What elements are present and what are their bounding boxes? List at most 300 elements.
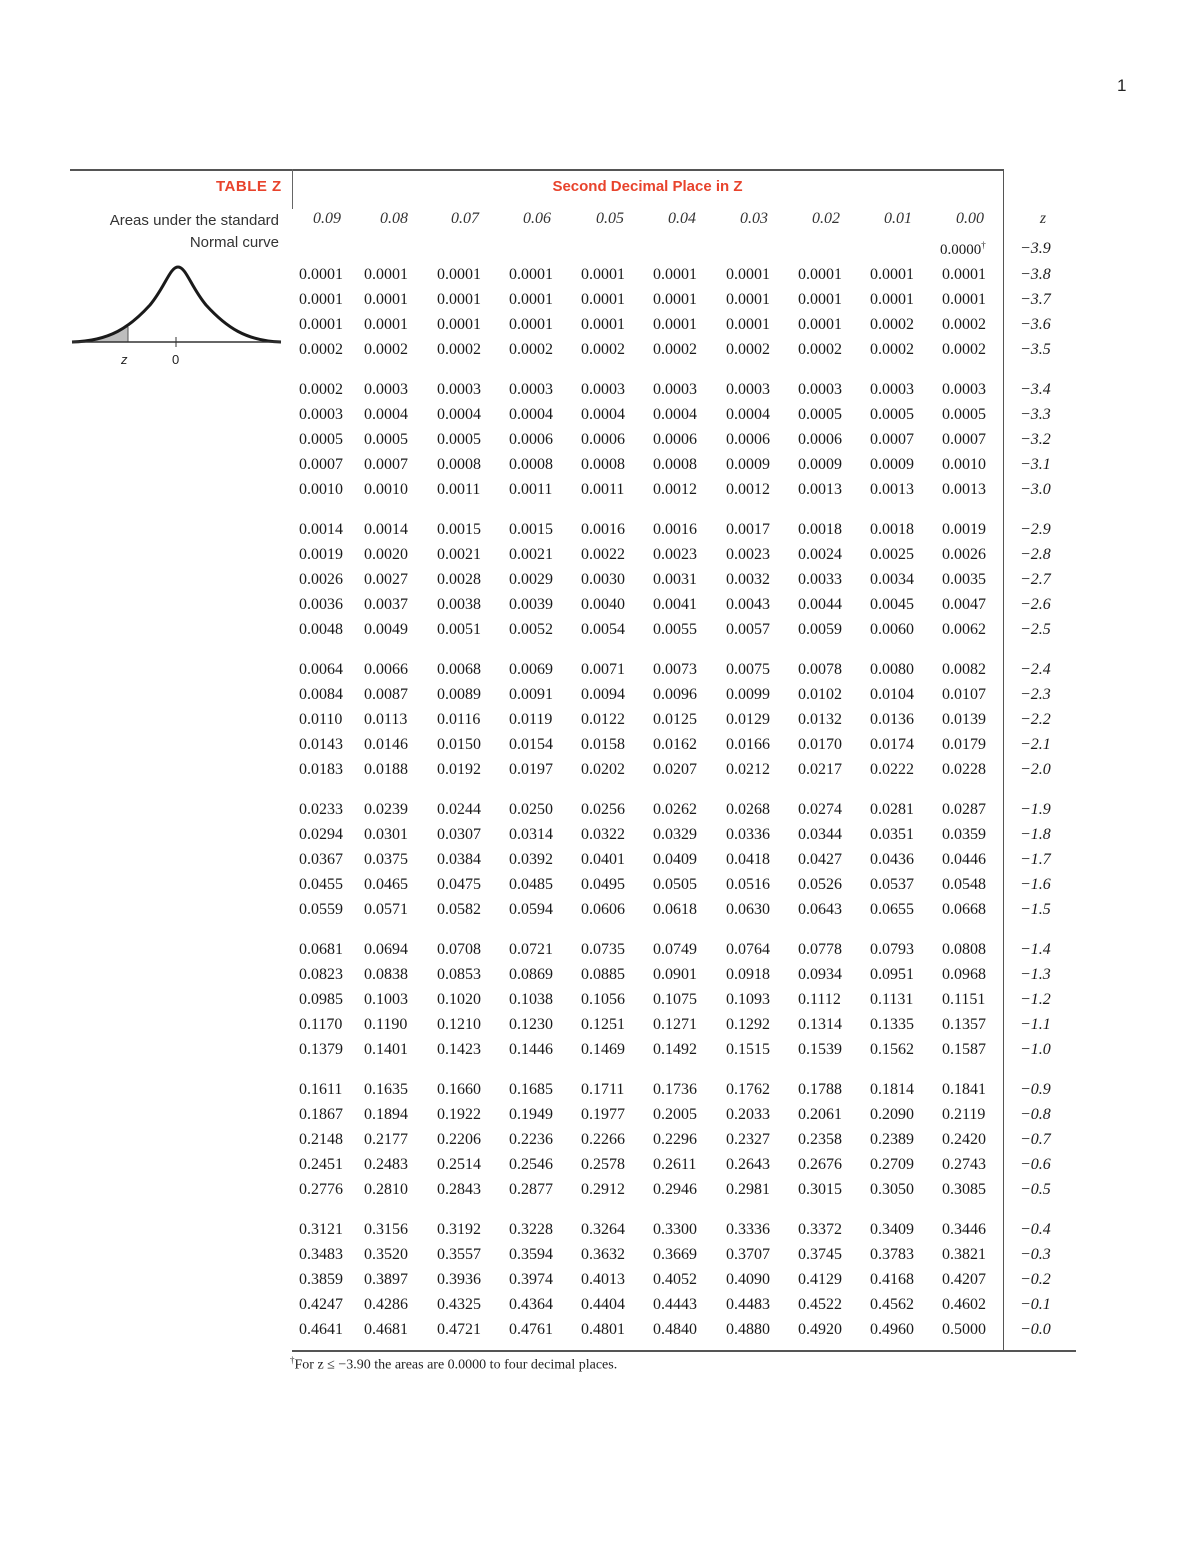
table-cell: 0.0005 xyxy=(870,406,914,423)
table-cell: 0.0002 xyxy=(942,341,986,358)
table-cell: 0.0014 xyxy=(364,521,408,538)
table-cell: 0.2451 xyxy=(299,1156,343,1173)
table-cell: 0.2483 xyxy=(364,1156,408,1173)
table-cell: 0.3015 xyxy=(798,1181,842,1198)
table-cell: 0.3050 xyxy=(870,1181,914,1198)
table-cell: 0.0029 xyxy=(509,571,553,588)
table-cell: 0.3632 xyxy=(581,1246,625,1263)
table-cell: 0.0001 xyxy=(798,316,842,333)
table-cell: 0.2676 xyxy=(798,1156,842,1173)
table-cell: 0.0446 xyxy=(942,851,986,868)
table-cell: 0.0571 xyxy=(364,901,408,918)
table-cell: 0.0003 xyxy=(299,406,343,423)
table-cell: 0.0006 xyxy=(653,431,697,448)
table-cell: 0.0001 xyxy=(726,266,770,283)
table-cell: 0.0001 xyxy=(653,291,697,308)
table-cell: 0.2514 xyxy=(437,1156,481,1173)
table-cell: 0.2743 xyxy=(942,1156,986,1173)
z-value-cell: −1.2 xyxy=(1020,991,1051,1008)
table-cell: 0.0183 xyxy=(299,761,343,778)
table-cell: 0.0136 xyxy=(870,711,914,728)
table-cell: 0.0158 xyxy=(581,736,625,753)
table-cell: 0.0228 xyxy=(942,761,986,778)
table-cell: 0.0694 xyxy=(364,941,408,958)
table-cell: 0.0033 xyxy=(798,571,842,588)
table-cell xyxy=(940,240,986,259)
table-cell: 0.2236 xyxy=(509,1131,553,1148)
z-value-cell: −3.8 xyxy=(1020,266,1051,283)
table-cell: 0.0110 xyxy=(299,711,343,728)
table-cell: 0.0119 xyxy=(509,711,553,728)
table-cell: 0.0968 xyxy=(942,966,986,983)
table-cell: 0.3594 xyxy=(509,1246,553,1263)
table-cell: 0.2148 xyxy=(299,1131,343,1148)
table-cell: 0.1151 xyxy=(942,991,986,1008)
table-cell: 0.0009 xyxy=(726,456,770,473)
table-cell: 0.4168 xyxy=(870,1271,914,1288)
table-cell: 0.4052 xyxy=(653,1271,697,1288)
table-cell: 0.0139 xyxy=(942,711,986,728)
table-cell: 0.3228 xyxy=(509,1221,553,1238)
table-cell: 0.0001 xyxy=(509,316,553,333)
z-value-cell: −1.3 xyxy=(1020,966,1051,983)
table-cell: 0.0559 xyxy=(299,901,343,918)
table-cell: 0.0006 xyxy=(581,431,625,448)
table-cell: 0.0068 xyxy=(437,661,481,678)
table-cell: 0.0344 xyxy=(798,826,842,843)
table-cell: 0.1020 xyxy=(437,991,481,1008)
table-cell: 0.0001 xyxy=(581,316,625,333)
table-cell: 0.0035 xyxy=(942,571,986,588)
table-cell: 0.0012 xyxy=(653,481,697,498)
table-cell: 0.0001 xyxy=(942,291,986,308)
table-cell: 0.4681 xyxy=(364,1321,408,1338)
table-cell: 0.1056 xyxy=(581,991,625,1008)
table-cell: 0.3821 xyxy=(942,1246,986,1263)
table-cell: 0.0526 xyxy=(798,876,842,893)
z-value-cell: −2.7 xyxy=(1020,571,1051,588)
table-cell: 0.0005 xyxy=(942,406,986,423)
table-cell: 0.2420 xyxy=(942,1131,986,1148)
column-header: 0.03 xyxy=(740,210,768,227)
z-value-cell: −0.5 xyxy=(1020,1181,1051,1198)
table-cell: 0.2643 xyxy=(726,1156,770,1173)
table-cell: 0.0681 xyxy=(299,941,343,958)
table-cell: 0.4880 xyxy=(726,1321,770,1338)
table-cell: 0.0001 xyxy=(509,291,553,308)
table-cell: 0.1190 xyxy=(364,1016,408,1033)
table-cell: 0.4286 xyxy=(364,1296,408,1313)
table-cell: 0.0256 xyxy=(581,801,625,818)
table-cell: 0.1093 xyxy=(726,991,770,1008)
table-cell: 0.0008 xyxy=(653,456,697,473)
table-cell: 0.0721 xyxy=(509,941,553,958)
table-cell: 0.0618 xyxy=(653,901,697,918)
table-cell: 0.0071 xyxy=(581,661,625,678)
table-cell: 0.1977 xyxy=(581,1106,625,1123)
z-value-cell: −1.5 xyxy=(1020,901,1051,918)
table-cell: 0.3745 xyxy=(798,1246,842,1263)
table-cell: 0.0838 xyxy=(364,966,408,983)
table-cell: 0.4562 xyxy=(870,1296,914,1313)
table-cell: 0.0005 xyxy=(364,431,408,448)
table-cell: 0.0002 xyxy=(870,341,914,358)
table-cell: 0.3156 xyxy=(364,1221,408,1238)
table-cell: 0.2578 xyxy=(581,1156,625,1173)
table-cell: 0.1515 xyxy=(726,1041,770,1058)
table-cell: 0.0294 xyxy=(299,826,343,843)
table-cell: 0.0013 xyxy=(942,481,986,498)
table-cell: 0.0166 xyxy=(726,736,770,753)
cell-value: 0.0000 xyxy=(940,242,982,258)
table-cell: 0.1611 xyxy=(299,1081,343,1098)
table-cell: 0.0002 xyxy=(942,316,986,333)
table-cell: 0.0262 xyxy=(653,801,697,818)
table-cell: 0.0001 xyxy=(870,291,914,308)
table-cell: 0.1469 xyxy=(581,1041,625,1058)
table-cell: 0.0351 xyxy=(870,826,914,843)
table-cell: 0.0367 xyxy=(299,851,343,868)
table-cell: 0.2327 xyxy=(726,1131,770,1148)
table-cell: 0.0001 xyxy=(726,316,770,333)
normal-curve xyxy=(72,267,281,342)
table-cell: 0.0002 xyxy=(437,341,481,358)
table-cell: 0.0015 xyxy=(509,521,553,538)
table-cell: 0.0001 xyxy=(299,266,343,283)
table-cell: 0.1894 xyxy=(364,1106,408,1123)
table-cell: 0.0268 xyxy=(726,801,770,818)
table-cell: 0.0008 xyxy=(509,456,553,473)
table-cell: 0.0129 xyxy=(726,711,770,728)
z-value-cell: −0.4 xyxy=(1020,1221,1051,1238)
table-cell: 0.0384 xyxy=(437,851,481,868)
table-cell: 0.1446 xyxy=(509,1041,553,1058)
table-cell: 0.0274 xyxy=(798,801,842,818)
table-cell: 0.1335 xyxy=(870,1016,914,1033)
table-cell: 0.0087 xyxy=(364,686,408,703)
table-cell: 0.1401 xyxy=(364,1041,408,1058)
table-cell: 0.0495 xyxy=(581,876,625,893)
table-cell: 0.0005 xyxy=(437,431,481,448)
table-cell: 0.0934 xyxy=(798,966,842,983)
z-value-cell: −2.1 xyxy=(1020,736,1051,753)
table-top-rule xyxy=(70,169,1004,171)
table-cell: 0.0011 xyxy=(437,481,481,498)
table-cell: 0.0047 xyxy=(942,596,986,613)
table-cell: 0.5000 xyxy=(942,1321,986,1338)
caption-line-2: Normal curve xyxy=(189,234,279,251)
table-cell: 0.0082 xyxy=(942,661,986,678)
z-value-cell: −0.9 xyxy=(1020,1081,1051,1098)
table-label: TABLE Z xyxy=(216,178,282,195)
table-cell: 0.0002 xyxy=(299,341,343,358)
table-cell: 0.1762 xyxy=(726,1081,770,1098)
table-cell: 0.1949 xyxy=(509,1106,553,1123)
table-cell: 0.0188 xyxy=(364,761,408,778)
table-cell: 0.0001 xyxy=(726,291,770,308)
table-cell: 0.0004 xyxy=(581,406,625,423)
table-cell: 0.0001 xyxy=(798,291,842,308)
column-header: 0.08 xyxy=(380,210,408,227)
table-cell: 0.0002 xyxy=(653,341,697,358)
table-cell: 0.0853 xyxy=(437,966,481,983)
z-value-cell: −2.5 xyxy=(1020,621,1051,638)
table-cell: 0.0003 xyxy=(437,381,481,398)
table-cell: 0.0008 xyxy=(581,456,625,473)
table-cell: 0.0281 xyxy=(870,801,914,818)
table-cell: 0.2946 xyxy=(653,1181,697,1198)
table-cell: 0.0073 xyxy=(653,661,697,678)
table-cell: 0.0885 xyxy=(581,966,625,983)
table-cell: 0.0049 xyxy=(364,621,408,638)
z-value-cell: −3.1 xyxy=(1020,456,1051,473)
table-cell: 0.0202 xyxy=(581,761,625,778)
table-cell: 0.0113 xyxy=(364,711,408,728)
table-cell: 0.0222 xyxy=(870,761,914,778)
table-cell: 0.0002 xyxy=(798,341,842,358)
table-cell: 0.0084 xyxy=(299,686,343,703)
table-cell: 0.1841 xyxy=(942,1081,986,1098)
table-cell: 0.0019 xyxy=(299,546,343,563)
table-cell: 0.0020 xyxy=(364,546,408,563)
z-value-cell: −2.4 xyxy=(1020,661,1051,678)
table-cell: 0.0052 xyxy=(509,621,553,638)
table-cell: 0.3974 xyxy=(509,1271,553,1288)
table-cell: 0.1685 xyxy=(509,1081,553,1098)
table-cell: 0.0016 xyxy=(653,521,697,538)
table-cell: 0.3409 xyxy=(870,1221,914,1238)
table-cell: 0.0023 xyxy=(726,546,770,563)
table-cell: 0.0606 xyxy=(581,901,625,918)
table-cell: 0.0057 xyxy=(726,621,770,638)
table-cell: 0.4443 xyxy=(653,1296,697,1313)
footnote-marker: † xyxy=(290,1355,295,1365)
table-cell: 0.0003 xyxy=(726,381,770,398)
table-cell: 0.0162 xyxy=(653,736,697,753)
table-bottom-rule xyxy=(292,1350,1076,1352)
table-cell: 0.1230 xyxy=(509,1016,553,1033)
table-cell: 0.3372 xyxy=(798,1221,842,1238)
z-value-cell: −0.3 xyxy=(1020,1246,1051,1263)
table-cell: 0.2177 xyxy=(364,1131,408,1148)
table-cell: 0.1112 xyxy=(798,991,841,1008)
table-cell: 0.0003 xyxy=(581,381,625,398)
table-cell: 0.0002 xyxy=(509,341,553,358)
table-cell: 0.3446 xyxy=(942,1221,986,1238)
table-cell: 0.0075 xyxy=(726,661,770,678)
table-cell: 0.0045 xyxy=(870,596,914,613)
table-cell: 0.0039 xyxy=(509,596,553,613)
table-cell: 0.4129 xyxy=(798,1271,842,1288)
table-cell: 0.0099 xyxy=(726,686,770,703)
table-cell: 0.0040 xyxy=(581,596,625,613)
table-cell: 0.3859 xyxy=(299,1271,343,1288)
table-cell: 0.0062 xyxy=(942,621,986,638)
table-cell: 0.4721 xyxy=(437,1321,481,1338)
table-cell: 0.3897 xyxy=(364,1271,408,1288)
table-cell: 0.0594 xyxy=(509,901,553,918)
table-cell: 0.0375 xyxy=(364,851,408,868)
table-cell: 0.0985 xyxy=(299,991,343,1008)
table-cell: 0.0143 xyxy=(299,736,343,753)
table-cell: 0.1075 xyxy=(653,991,697,1008)
table-cell: 0.3783 xyxy=(870,1246,914,1263)
table-cell: 0.0643 xyxy=(798,901,842,918)
table-cell: 0.4840 xyxy=(653,1321,697,1338)
table-cell: 0.2877 xyxy=(509,1181,553,1198)
z-value-cell: −2.3 xyxy=(1020,686,1051,703)
column-header: 0.06 xyxy=(523,210,551,227)
z-value-cell: −0.6 xyxy=(1020,1156,1051,1173)
table-cell: 0.0170 xyxy=(798,736,842,753)
column-header: 0.05 xyxy=(596,210,624,227)
table-cell: 0.1003 xyxy=(364,991,408,1008)
table-cell: 0.0014 xyxy=(299,521,343,538)
z-value-cell: −3.4 xyxy=(1020,381,1051,398)
table-cell: 0.3085 xyxy=(942,1181,986,1198)
z-value-cell: −2.8 xyxy=(1020,546,1051,563)
table-cell: 0.0764 xyxy=(726,941,770,958)
table-cell: 0.0001 xyxy=(798,266,842,283)
table-cell: 0.0034 xyxy=(870,571,914,588)
z-value-cell: −2.6 xyxy=(1020,596,1051,613)
table-cell: 0.3520 xyxy=(364,1246,408,1263)
table-cell: 0.0003 xyxy=(653,381,697,398)
z-value-cell: −0.2 xyxy=(1020,1271,1051,1288)
table-cell: 0.1562 xyxy=(870,1041,914,1058)
table-cell: 0.0001 xyxy=(437,291,481,308)
table-cell: 0.0055 xyxy=(653,621,697,638)
table-cell: 0.0060 xyxy=(870,621,914,638)
table-cell: 0.0064 xyxy=(299,661,343,678)
z-column-header: z xyxy=(1039,210,1047,227)
table-cell: 0.4641 xyxy=(299,1321,343,1338)
table-cell: 0.2709 xyxy=(870,1156,914,1173)
table-cell: 0.0516 xyxy=(726,876,770,893)
table-cell: 0.0329 xyxy=(653,826,697,843)
table-cell: 0.0505 xyxy=(653,876,697,893)
table-cell: 0.0004 xyxy=(437,406,481,423)
z-value-cell: −1.9 xyxy=(1020,801,1051,818)
table-cell: 0.0001 xyxy=(299,316,343,333)
table-cell: 0.0031 xyxy=(653,571,697,588)
table-cell: 0.4325 xyxy=(437,1296,481,1313)
table-cell: 0.0301 xyxy=(364,826,408,843)
z-value-cell: −1.6 xyxy=(1020,876,1051,893)
table-cell: 0.4522 xyxy=(798,1296,842,1313)
table-cell: 0.0016 xyxy=(581,521,625,538)
caption-line-1: Areas under the standard xyxy=(109,212,279,229)
table-cell: 0.3121 xyxy=(299,1221,343,1238)
table-cell: 0.0001 xyxy=(364,291,408,308)
table-cell: 0.2061 xyxy=(798,1106,842,1123)
table-cell: 0.0465 xyxy=(364,876,408,893)
table-cell: 0.0001 xyxy=(437,266,481,283)
table-cell: 0.0007 xyxy=(870,431,914,448)
curve-label-z: z xyxy=(121,352,128,367)
table-cell: 0.0116 xyxy=(437,711,481,728)
table-cell: 0.0475 xyxy=(437,876,481,893)
table-cell: 0.2611 xyxy=(653,1156,697,1173)
table-cell: 0.0078 xyxy=(798,661,842,678)
column-header: 0.01 xyxy=(884,210,912,227)
table-cell: 0.0179 xyxy=(942,736,986,753)
column-header: 0.00 xyxy=(956,210,984,227)
table-cell: 0.2005 xyxy=(653,1106,697,1123)
table-cell: 0.0022 xyxy=(581,546,625,563)
table-cell: 0.0485 xyxy=(509,876,553,893)
table-cell: 0.0018 xyxy=(870,521,914,538)
table-cell: 0.0001 xyxy=(870,266,914,283)
table-cell: 0.0048 xyxy=(299,621,343,638)
table-cell: 0.0001 xyxy=(581,266,625,283)
table-cell: 0.2296 xyxy=(653,1131,697,1148)
column-header: 0.09 xyxy=(313,210,341,227)
table-cell: 0.0708 xyxy=(437,941,481,958)
table-cell: 0.0066 xyxy=(364,661,408,678)
table-cell: 0.0150 xyxy=(437,736,481,753)
table-cell: 0.0749 xyxy=(653,941,697,958)
table-cell: 0.2119 xyxy=(942,1106,986,1123)
table-cell: 0.0336 xyxy=(726,826,770,843)
table-cell: 0.4247 xyxy=(299,1296,343,1313)
table-cell: 0.0250 xyxy=(509,801,553,818)
table-cell: 0.0244 xyxy=(437,801,481,818)
table-cell: 0.4761 xyxy=(509,1321,553,1338)
table-cell: 0.3936 xyxy=(437,1271,481,1288)
table-cell: 0.0901 xyxy=(653,966,697,983)
table-cell: 0.0401 xyxy=(581,851,625,868)
table-cell: 0.4404 xyxy=(581,1296,625,1313)
table-cell: 0.1492 xyxy=(653,1041,697,1058)
table-cell: 0.0028 xyxy=(437,571,481,588)
table-cell: 0.0001 xyxy=(299,291,343,308)
table-cell: 0.1788 xyxy=(798,1081,842,1098)
table-cell: 0.0002 xyxy=(870,316,914,333)
table-cell: 0.0793 xyxy=(870,941,914,958)
table-cell: 0.0008 xyxy=(437,456,481,473)
table-cell: 0.4960 xyxy=(870,1321,914,1338)
table-cell: 0.2090 xyxy=(870,1106,914,1123)
table-cell: 0.0003 xyxy=(870,381,914,398)
z-value-cell: −2.9 xyxy=(1020,521,1051,538)
table-cell: 0.2206 xyxy=(437,1131,481,1148)
table-cell: 0.0012 xyxy=(726,481,770,498)
table-cell: 0.1379 xyxy=(299,1041,343,1058)
table-cell: 0.0132 xyxy=(798,711,842,728)
table-cell: 0.1711 xyxy=(581,1081,625,1098)
table-cell: 0.0174 xyxy=(870,736,914,753)
table-cell: 0.0025 xyxy=(870,546,914,563)
table-cell: 0.0001 xyxy=(364,316,408,333)
table-cell: 0.0003 xyxy=(942,381,986,398)
table-cell: 0.0004 xyxy=(726,406,770,423)
table-cell: 0.0122 xyxy=(581,711,625,728)
table-cell: 0.1271 xyxy=(653,1016,697,1033)
table-cell: 0.0013 xyxy=(798,481,842,498)
table-cell: 0.0154 xyxy=(509,736,553,753)
table-cell: 0.0102 xyxy=(798,686,842,703)
table-cell: 0.0823 xyxy=(299,966,343,983)
table-cell: 0.4207 xyxy=(942,1271,986,1288)
z-value-cell: −0.7 xyxy=(1020,1131,1051,1148)
table-cell: 0.0017 xyxy=(726,521,770,538)
table-cell: 0.0091 xyxy=(509,686,553,703)
table-cell: 0.0006 xyxy=(509,431,553,448)
table-cell: 0.1635 xyxy=(364,1081,408,1098)
table-cell: 0.0322 xyxy=(581,826,625,843)
table-cell: 0.4920 xyxy=(798,1321,842,1338)
